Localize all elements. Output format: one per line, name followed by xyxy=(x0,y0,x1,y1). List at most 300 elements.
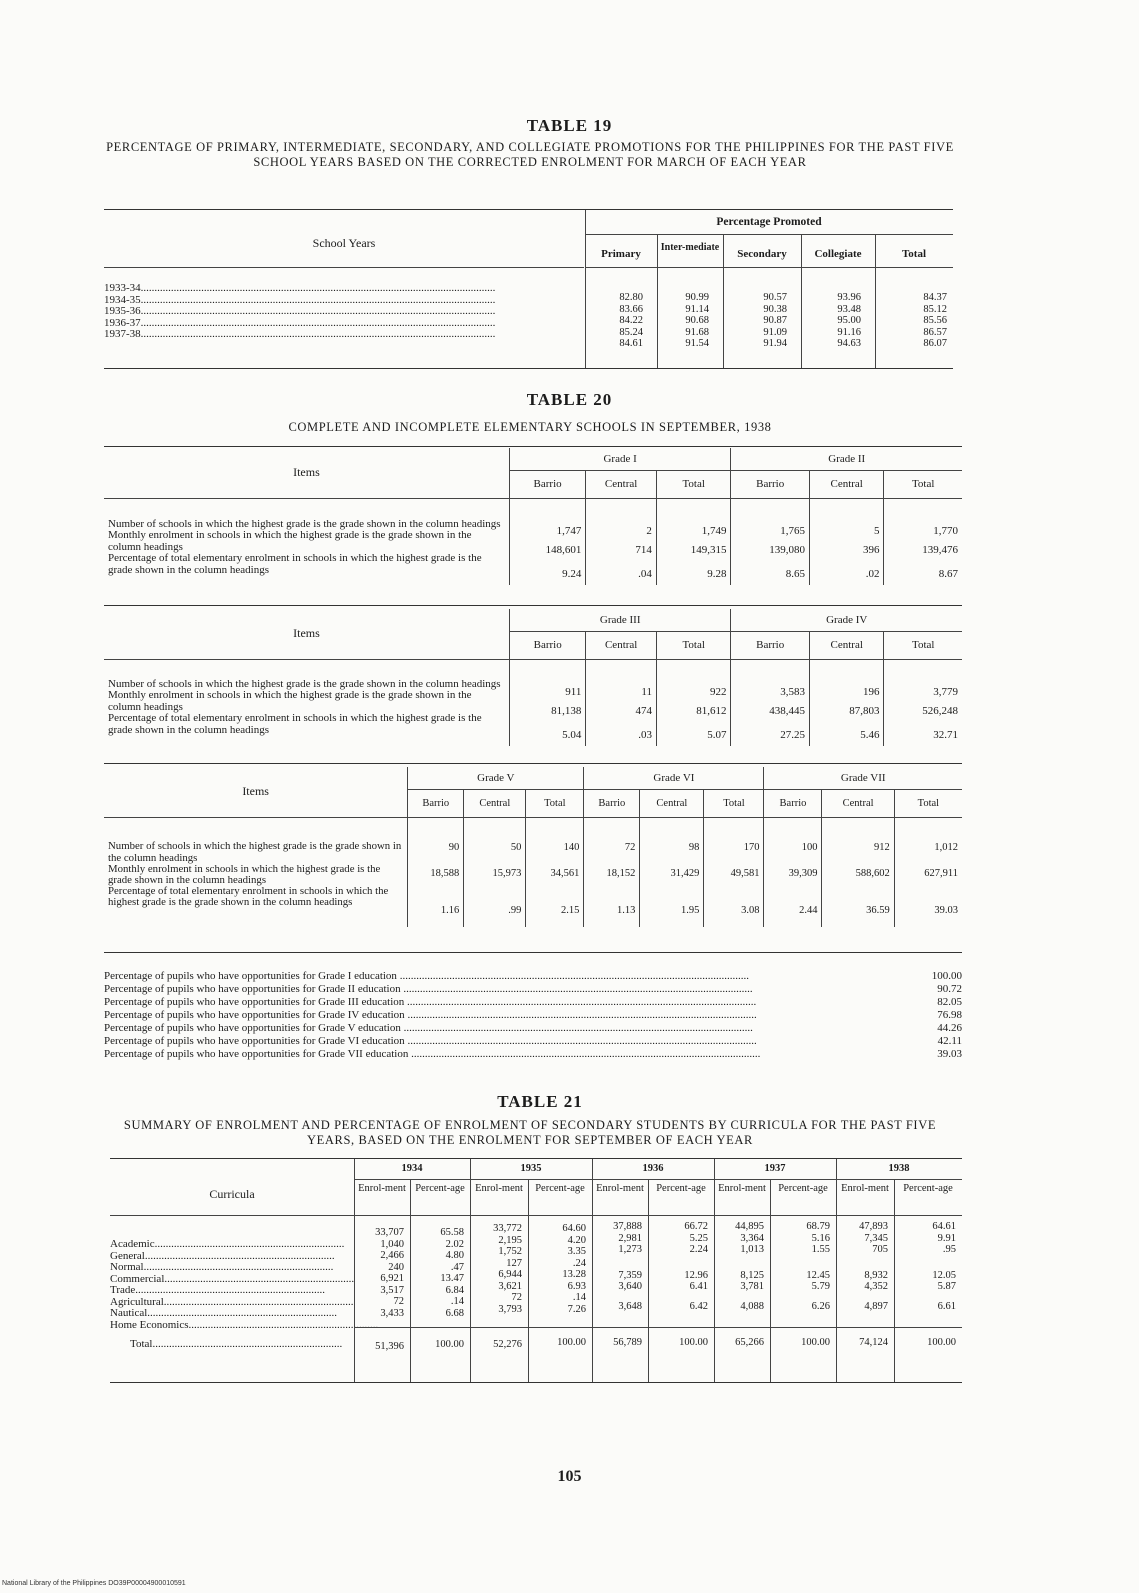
total-label: Total xyxy=(130,1338,153,1350)
cell: 9.24 xyxy=(509,563,586,585)
grade-header: Grade II xyxy=(731,448,962,470)
cell: 90.99 xyxy=(685,292,709,303)
cell: 6.61 xyxy=(937,1300,956,1312)
cell: 705 xyxy=(872,1244,888,1255)
pct-1934 xyxy=(410,1227,464,1319)
cell: 1.95 xyxy=(640,895,704,927)
primary-values xyxy=(585,292,643,350)
cell: 85.12 xyxy=(923,303,947,315)
rule xyxy=(104,952,962,953)
table-21-subtitle: SUMMARY OF ENROLMENT AND PERCENTAGE OF ENROLMENT OF SECONDARY STUDENTS BY CURRICULA FOR THE PAST FIVE YEARS, BASED ON THE ENROLMENT FOR SEPTEMBER OF EACH YEAR xyxy=(123,1118,937,1147)
enrol-1934 xyxy=(354,1227,404,1319)
cell: 37,888 xyxy=(613,1221,642,1232)
year-row: 1935-36................................................................................................................................. xyxy=(104,305,496,317)
cell: 81,612 xyxy=(656,698,730,724)
pct-1938 xyxy=(894,1221,956,1312)
col-barrio: Barrio xyxy=(731,470,809,498)
total-cell: 100.00 xyxy=(435,1339,464,1350)
cell: 84.61 xyxy=(619,338,643,349)
element xyxy=(770,1256,830,1270)
cell: 8.65 xyxy=(731,563,809,585)
year-label: 1934-35 xyxy=(104,293,141,306)
enrol-1938 xyxy=(836,1221,888,1312)
cell: 127 xyxy=(506,1257,522,1269)
cell: 5.46 xyxy=(809,724,884,746)
sub-header-percentage: Percent-age xyxy=(415,1183,465,1194)
stub-header: School Years xyxy=(312,236,376,250)
opportunity-label: Percentage of pupils who have opportunities for Grade VII education xyxy=(104,1048,409,1060)
table-19 xyxy=(104,210,953,368)
cell: 86.07 xyxy=(923,338,947,349)
col-barrio: Barrio xyxy=(731,631,810,659)
opportunity-value: 100.00 xyxy=(931,970,962,982)
cell: 4,088 xyxy=(740,1300,764,1312)
element xyxy=(836,1293,888,1301)
cell: 47,893 xyxy=(859,1221,888,1232)
curriculum-row: General..................................................................... xyxy=(110,1249,335,1262)
item-pct-label: Percentage of total elementary enrolment in schools in which the highest grade is the grade shown in the column headings xyxy=(108,885,389,909)
table-19-subtitle: PERCENTAGE OF PRIMARY, INTERMEDIATE, SECONDARY, AND COLLEGIATE PROMOTIONS FOR THE PHILIPPINES FOR THE PAST FIVE SCHOOL YEARS BASED ON THE CORRECTED ENROLMENT FOR MARCH OF EACH YEAR xyxy=(106,140,954,169)
opportunity-row: Percentage of pupils who have opportunities for Grade III education ............................................................................................................................... 82.05 xyxy=(104,996,962,1008)
cell: 1.55 xyxy=(811,1244,830,1255)
col-central: Central xyxy=(809,470,884,498)
pct-1937 xyxy=(770,1221,830,1312)
year-row: 1937-38................................................................................................................................. xyxy=(104,328,496,340)
curriculum-label: Agricultural xyxy=(110,1295,164,1308)
col-central: Central xyxy=(586,631,657,659)
cell: 1.13 xyxy=(584,895,640,927)
rule xyxy=(110,1382,962,1383)
cell: 18,152 xyxy=(584,853,640,895)
element xyxy=(836,1256,888,1270)
cell: 3,648 xyxy=(618,1300,642,1312)
cell: 95.00 xyxy=(837,315,861,326)
rule xyxy=(585,267,953,268)
cell: 526,248 xyxy=(884,698,962,724)
total-cell: 56,789 xyxy=(613,1337,642,1348)
cell: 85.56 xyxy=(923,315,947,326)
cell: 7.26 xyxy=(567,1303,586,1315)
cell: 240 xyxy=(388,1261,404,1273)
col-total: Total xyxy=(894,789,962,817)
sub-header-enrolment: Enrol-ment xyxy=(718,1183,766,1194)
cell: 84.37 xyxy=(923,292,947,303)
total-cell: 74,124 xyxy=(859,1337,888,1348)
table-21 xyxy=(110,1159,962,1382)
col-central: Central xyxy=(586,470,657,498)
cell: 627,911 xyxy=(894,853,962,895)
grade-header: Grade V xyxy=(408,767,584,789)
cell: 2.44 xyxy=(764,895,822,927)
col-central: Central xyxy=(822,789,894,817)
cell: 4,897 xyxy=(864,1300,888,1312)
cell: 72 xyxy=(511,1292,522,1303)
items-header: Items xyxy=(293,465,320,480)
stub-header: Curricula xyxy=(209,1187,255,1201)
curriculum-label: Nautical xyxy=(110,1307,148,1319)
enrol-1937 xyxy=(714,1221,764,1312)
cell: 1,770 xyxy=(884,498,962,537)
year-row: 1936-37................................................................................................................................. xyxy=(104,316,496,329)
cell: 39.03 xyxy=(894,895,962,927)
year-header: 1934 xyxy=(401,1163,423,1174)
opportunity-value: 44.26 xyxy=(937,1022,962,1034)
curriculum-label: General xyxy=(110,1249,145,1262)
element xyxy=(894,1293,956,1301)
footer-credit: National Library of the Philippines DO39P00004900010591 xyxy=(2,1580,186,1587)
total-cell: 65,266 xyxy=(735,1337,764,1348)
cell: 1,013 xyxy=(740,1244,764,1255)
cell: 31,429 xyxy=(640,853,704,895)
opportunity-row: Percentage of pupils who have opportunities for Grade V education ............................................................................................................................... 44.26 xyxy=(104,1022,962,1034)
cell: 83.66 xyxy=(619,303,643,315)
cell: 4.80 xyxy=(445,1250,464,1261)
cell: 8.67 xyxy=(884,563,962,585)
cell: 140 xyxy=(526,817,584,853)
rule xyxy=(104,605,962,606)
grade-header: Grade I xyxy=(509,448,731,470)
cell: 3.35 xyxy=(567,1246,586,1257)
total-cell: 51,396 xyxy=(375,1341,404,1352)
cell: 3,621 xyxy=(498,1280,522,1292)
item-number-label: Number of schools in which the highest grade is the grade shown in the column headings xyxy=(108,840,402,864)
cell: 139,080 xyxy=(731,537,809,563)
year-header: 1936 xyxy=(642,1163,664,1174)
table-20-block-1 xyxy=(104,448,962,585)
cell: .47 xyxy=(450,1261,464,1273)
cell: 2.15 xyxy=(526,895,584,927)
cell: 32.71 xyxy=(884,724,962,746)
col-central: Central xyxy=(809,631,884,659)
cell: 50 xyxy=(464,817,526,853)
col-barrio: Barrio xyxy=(764,789,822,817)
cell: 6.26 xyxy=(811,1300,830,1312)
rule xyxy=(104,446,962,447)
cell: .14 xyxy=(450,1296,464,1307)
rule xyxy=(104,763,962,764)
total-cell: 100.00 xyxy=(557,1337,586,1348)
cell: 6.42 xyxy=(689,1300,708,1312)
year-list xyxy=(104,283,582,341)
total-cell: 100.00 xyxy=(801,1337,830,1348)
cell: 90.38 xyxy=(763,303,787,315)
item-pct-label: Percentage of total elementary enrolment in schools in which the highest grade is the grade shown in the column headings xyxy=(108,712,482,736)
cell: .02 xyxy=(809,563,884,585)
enrol-1935 xyxy=(470,1223,522,1315)
col-collegiate: Collegiate xyxy=(814,248,862,260)
cell: 5.79 xyxy=(811,1281,830,1292)
cell: 91.14 xyxy=(685,303,709,315)
cell: 6,921 xyxy=(380,1273,404,1284)
cell: 7,359 xyxy=(618,1269,642,1281)
cell: 13.28 xyxy=(562,1269,586,1280)
curriculum-label: Commercial xyxy=(110,1272,165,1285)
rule xyxy=(354,1179,962,1180)
curriculum-row: Nautical..................................................................... xyxy=(110,1307,338,1319)
opportunities-list xyxy=(104,970,962,1061)
cell: 2,981 xyxy=(618,1232,642,1244)
cell: 1,040 xyxy=(380,1238,404,1250)
col-barrio: Barrio xyxy=(509,631,585,659)
grade-header: Grade VII xyxy=(764,767,962,789)
sub-header-enrolment: Enrol-ment xyxy=(841,1183,889,1194)
curriculum-row: Home Economics..................................................................... xyxy=(110,1318,379,1331)
cell: 15,973 xyxy=(464,853,526,895)
cell: .03 xyxy=(586,724,657,746)
opportunity-value: 90.72 xyxy=(937,983,962,995)
curricula-list xyxy=(110,1225,379,1351)
element xyxy=(648,1256,708,1270)
cell: 4.20 xyxy=(567,1234,586,1246)
cell: 33,707 xyxy=(375,1227,404,1238)
year-row: 1934-35................................................................................................................................. xyxy=(104,293,496,306)
grade-header: Grade III xyxy=(509,609,731,631)
group-header: Percentage Promoted xyxy=(585,216,953,235)
cell: 90.68 xyxy=(685,315,709,326)
collegiate-values xyxy=(801,292,861,350)
cell: 65.58 xyxy=(440,1227,464,1238)
cell: 9.91 xyxy=(937,1232,956,1244)
cell: 36.59 xyxy=(822,895,894,927)
enrol-1936 xyxy=(592,1221,642,1312)
cell: 3,640 xyxy=(618,1281,642,1292)
cell: 11 xyxy=(586,659,657,698)
opportunity-label: Percentage of pupils who have opportunities for Grade V education xyxy=(104,1022,401,1034)
cell: 3,793 xyxy=(498,1303,522,1315)
grade-header: Grade VI xyxy=(584,767,764,789)
pct-1936 xyxy=(648,1221,708,1312)
secondary-values xyxy=(723,292,787,350)
cell: .24 xyxy=(572,1257,586,1269)
cell: 90.57 xyxy=(763,292,787,303)
cell: 8,125 xyxy=(740,1269,764,1281)
sub-header-enrolment: Enrol-ment xyxy=(358,1183,406,1194)
cell: 438,445 xyxy=(731,698,810,724)
cell: 49,581 xyxy=(704,853,764,895)
sub-header-percentage: Percent-age xyxy=(778,1183,828,1194)
year-label: 1937-38 xyxy=(104,328,141,340)
curriculum-row: Agricultural..................................................................... xyxy=(110,1295,354,1308)
element xyxy=(110,1225,350,1239)
col-barrio: Barrio xyxy=(408,789,464,817)
cell: 68.79 xyxy=(806,1221,830,1232)
cell: 81,138 xyxy=(509,698,585,724)
element xyxy=(592,1293,642,1301)
item-enrol-label: Monthly enrolment in schools in which the highest grade is the grade shown in the column headings xyxy=(108,529,472,553)
pct-1935 xyxy=(528,1223,586,1315)
intermediate-values xyxy=(657,292,709,350)
page-number: 105 xyxy=(557,1468,582,1485)
cell: 3,779 xyxy=(884,659,962,698)
table-20-block-3 xyxy=(104,767,962,927)
table-21-title: TABLE 21 xyxy=(497,1092,583,1111)
cell: 90.87 xyxy=(763,315,787,326)
cell: 911 xyxy=(509,659,585,698)
cell: 84.22 xyxy=(619,315,643,326)
cell: 90 xyxy=(408,817,464,853)
cell: 139,476 xyxy=(884,537,962,563)
element xyxy=(714,1293,764,1301)
col-total: Total xyxy=(901,248,927,260)
curriculum-row: Commercial..................................................................... xyxy=(110,1272,355,1285)
cell: 5.07 xyxy=(656,724,730,746)
total-cell: 100.00 xyxy=(679,1337,708,1348)
cell: .04 xyxy=(586,563,657,585)
col-intermediate: Inter-mediate xyxy=(660,242,720,253)
opportunity-row: Percentage of pupils who have opportunities for Grade VII education ............................................................................................................................... 39.03 xyxy=(104,1048,962,1060)
cell: 6,944 xyxy=(498,1269,522,1280)
cell: 91.54 xyxy=(685,338,709,349)
cell: 72 xyxy=(393,1296,404,1307)
year-header: 1938 xyxy=(888,1163,910,1174)
cell: 8,932 xyxy=(864,1269,888,1281)
cell: 2.02 xyxy=(445,1238,464,1250)
col-secondary: Secondary xyxy=(737,248,787,260)
opportunity-label: Percentage of pupils who have opportunities for Grade VI education xyxy=(104,1035,405,1047)
cell: 98 xyxy=(640,817,704,853)
opportunity-row: Percentage of pupils who have opportunities for Grade I education ............................................................................................................................... 100.00 xyxy=(104,970,962,982)
cell: 5.25 xyxy=(689,1232,708,1244)
cell: 149,315 xyxy=(656,537,731,563)
element xyxy=(648,1293,708,1301)
cell: 39,309 xyxy=(764,853,822,895)
col-total: Total xyxy=(526,789,584,817)
curriculum-row: Trade..................................................................... xyxy=(110,1284,326,1296)
cell: 3,433 xyxy=(380,1307,404,1319)
cell: 6.68 xyxy=(445,1307,464,1319)
item-enrol-label: Monthly enrolment in schools in which the highest grade is the grade shown in the column headings xyxy=(108,689,472,713)
element xyxy=(592,1256,642,1270)
curriculum-row: Normal..................................................................... xyxy=(110,1261,334,1273)
item-number-label: Number of schools in which the highest grade is the grade shown in the column headings xyxy=(108,517,501,530)
cell: 91.09 xyxy=(763,326,787,338)
cell: 1,273 xyxy=(618,1244,642,1255)
cell: .14 xyxy=(572,1292,586,1303)
sub-header-percentage: Percent-age xyxy=(903,1183,953,1194)
col-total: Total xyxy=(884,470,962,498)
opportunity-row: Percentage of pupils who have opportunities for Grade VI education ............................................................................................................................... 42.11 xyxy=(104,1035,962,1047)
item-labels xyxy=(104,659,509,746)
year-header: 1935 xyxy=(520,1163,542,1174)
cell: 87,803 xyxy=(809,698,884,724)
opportunity-label: Percentage of pupils who have opportunities for Grade I education xyxy=(104,970,397,982)
cell: .99 xyxy=(464,895,526,927)
cell: 93.48 xyxy=(837,303,861,315)
rule xyxy=(104,267,584,268)
cell: 9.28 xyxy=(656,563,731,585)
cell: 474 xyxy=(586,698,657,724)
year-label: 1936-37 xyxy=(104,316,141,329)
total-cell: 52,276 xyxy=(493,1339,522,1350)
curriculum-label: Trade xyxy=(110,1284,136,1296)
col-total: Total xyxy=(884,631,962,659)
opportunity-label: Percentage of pupils who have opportunities for Grade III education xyxy=(104,996,405,1008)
cell: 588,602 xyxy=(822,853,894,895)
item-enrol-label: Monthly enrolment in schools in which the highest grade is the grade shown in the column headings xyxy=(108,862,381,886)
cell: 5 xyxy=(809,498,884,537)
cell: 3,517 xyxy=(380,1284,404,1296)
total-cell: 100.00 xyxy=(927,1337,956,1348)
cell: 1.16 xyxy=(408,895,464,927)
cell: 91.68 xyxy=(685,326,709,338)
cell: 196 xyxy=(809,659,884,698)
rule xyxy=(104,368,953,369)
col-primary: Primary xyxy=(601,248,641,260)
cell: 12.96 xyxy=(684,1269,708,1281)
cell: 13.47 xyxy=(440,1273,464,1284)
year-label: 1933-34 xyxy=(104,282,141,294)
item-number-label: Number of schools in which the highest grade is the grade shown in the column headings xyxy=(108,677,501,690)
cell: 91.16 xyxy=(837,326,861,338)
col-central: Central xyxy=(640,789,704,817)
col-central: Central xyxy=(464,789,526,817)
cell: 912 xyxy=(822,817,894,853)
sub-header-enrolment: Enrol-ment xyxy=(596,1183,644,1194)
cell: 6.93 xyxy=(567,1280,586,1292)
items-header: Items xyxy=(242,784,269,799)
item-pct-label: Percentage of total elementary enrolment in schools in which the highest grade is the grade shown in the column headings xyxy=(108,552,482,576)
cell: 6.41 xyxy=(689,1281,708,1292)
element xyxy=(714,1256,764,1270)
table-20-subtitle: COMPLETE AND INCOMPLETE ELEMENTARY SCHOOLS IN SEPTEMBER, 1938 xyxy=(288,420,772,434)
opportunity-value: 82.05 xyxy=(937,996,962,1008)
curriculum-label: Normal xyxy=(110,1261,144,1273)
cell: 18,588 xyxy=(408,853,464,895)
opportunity-row: Percentage of pupils who have opportunities for Grade II education ............................................................................................................................... 90.72 xyxy=(104,983,962,995)
cell: 714 xyxy=(586,537,657,563)
col-total: Total xyxy=(656,631,730,659)
year-row: 1933-34................................................................................................................................. xyxy=(104,282,496,294)
cell: 7,345 xyxy=(864,1232,888,1244)
cell: 82.80 xyxy=(619,292,643,303)
element xyxy=(770,1293,830,1301)
cell: 94.63 xyxy=(837,338,861,349)
cell: 1,012 xyxy=(894,817,962,853)
opportunity-row: Percentage of pupils who have opportunities for Grade IV education ............................................................................................................................... 76.98 xyxy=(104,1009,962,1021)
opportunity-label: Percentage of pupils who have opportunities for Grade II education xyxy=(104,983,401,995)
cell: 1,749 xyxy=(656,498,731,537)
item-labels xyxy=(104,817,408,927)
cell: 2 xyxy=(586,498,657,537)
cell: 1,765 xyxy=(731,498,809,537)
cell: 3,364 xyxy=(740,1232,764,1244)
grade-header: Grade IV xyxy=(731,609,962,631)
cell: 12.45 xyxy=(806,1269,830,1281)
cell: 148,601 xyxy=(509,537,586,563)
table-19-title: TABLE 19 xyxy=(526,116,613,135)
year-header: 1937 xyxy=(764,1163,786,1174)
cell: 2,195 xyxy=(498,1234,522,1246)
cell: 27.25 xyxy=(731,724,810,746)
sub-header-enrolment: Enrol-ment xyxy=(475,1183,523,1194)
table-20-title: TABLE 20 xyxy=(526,390,613,409)
total-values xyxy=(875,292,947,350)
cell: 34,561 xyxy=(526,853,584,895)
table-20-block-2 xyxy=(104,609,962,746)
cell: 5.87 xyxy=(937,1281,956,1292)
cell: 100 xyxy=(764,817,822,853)
element xyxy=(894,1256,956,1270)
sub-header-percentage: Percent-age xyxy=(535,1183,585,1194)
col-barrio: Barrio xyxy=(509,470,586,498)
cell: 33,772 xyxy=(493,1223,522,1234)
sub-header-percentage: Percent-age xyxy=(656,1183,706,1194)
cell: 85.24 xyxy=(619,326,643,338)
col-total: Total xyxy=(656,470,731,498)
cell: 12.05 xyxy=(932,1269,956,1281)
cell: 170 xyxy=(704,817,764,853)
opportunity-label: Percentage of pupils who have opportunities for Grade IV education xyxy=(104,1009,405,1021)
